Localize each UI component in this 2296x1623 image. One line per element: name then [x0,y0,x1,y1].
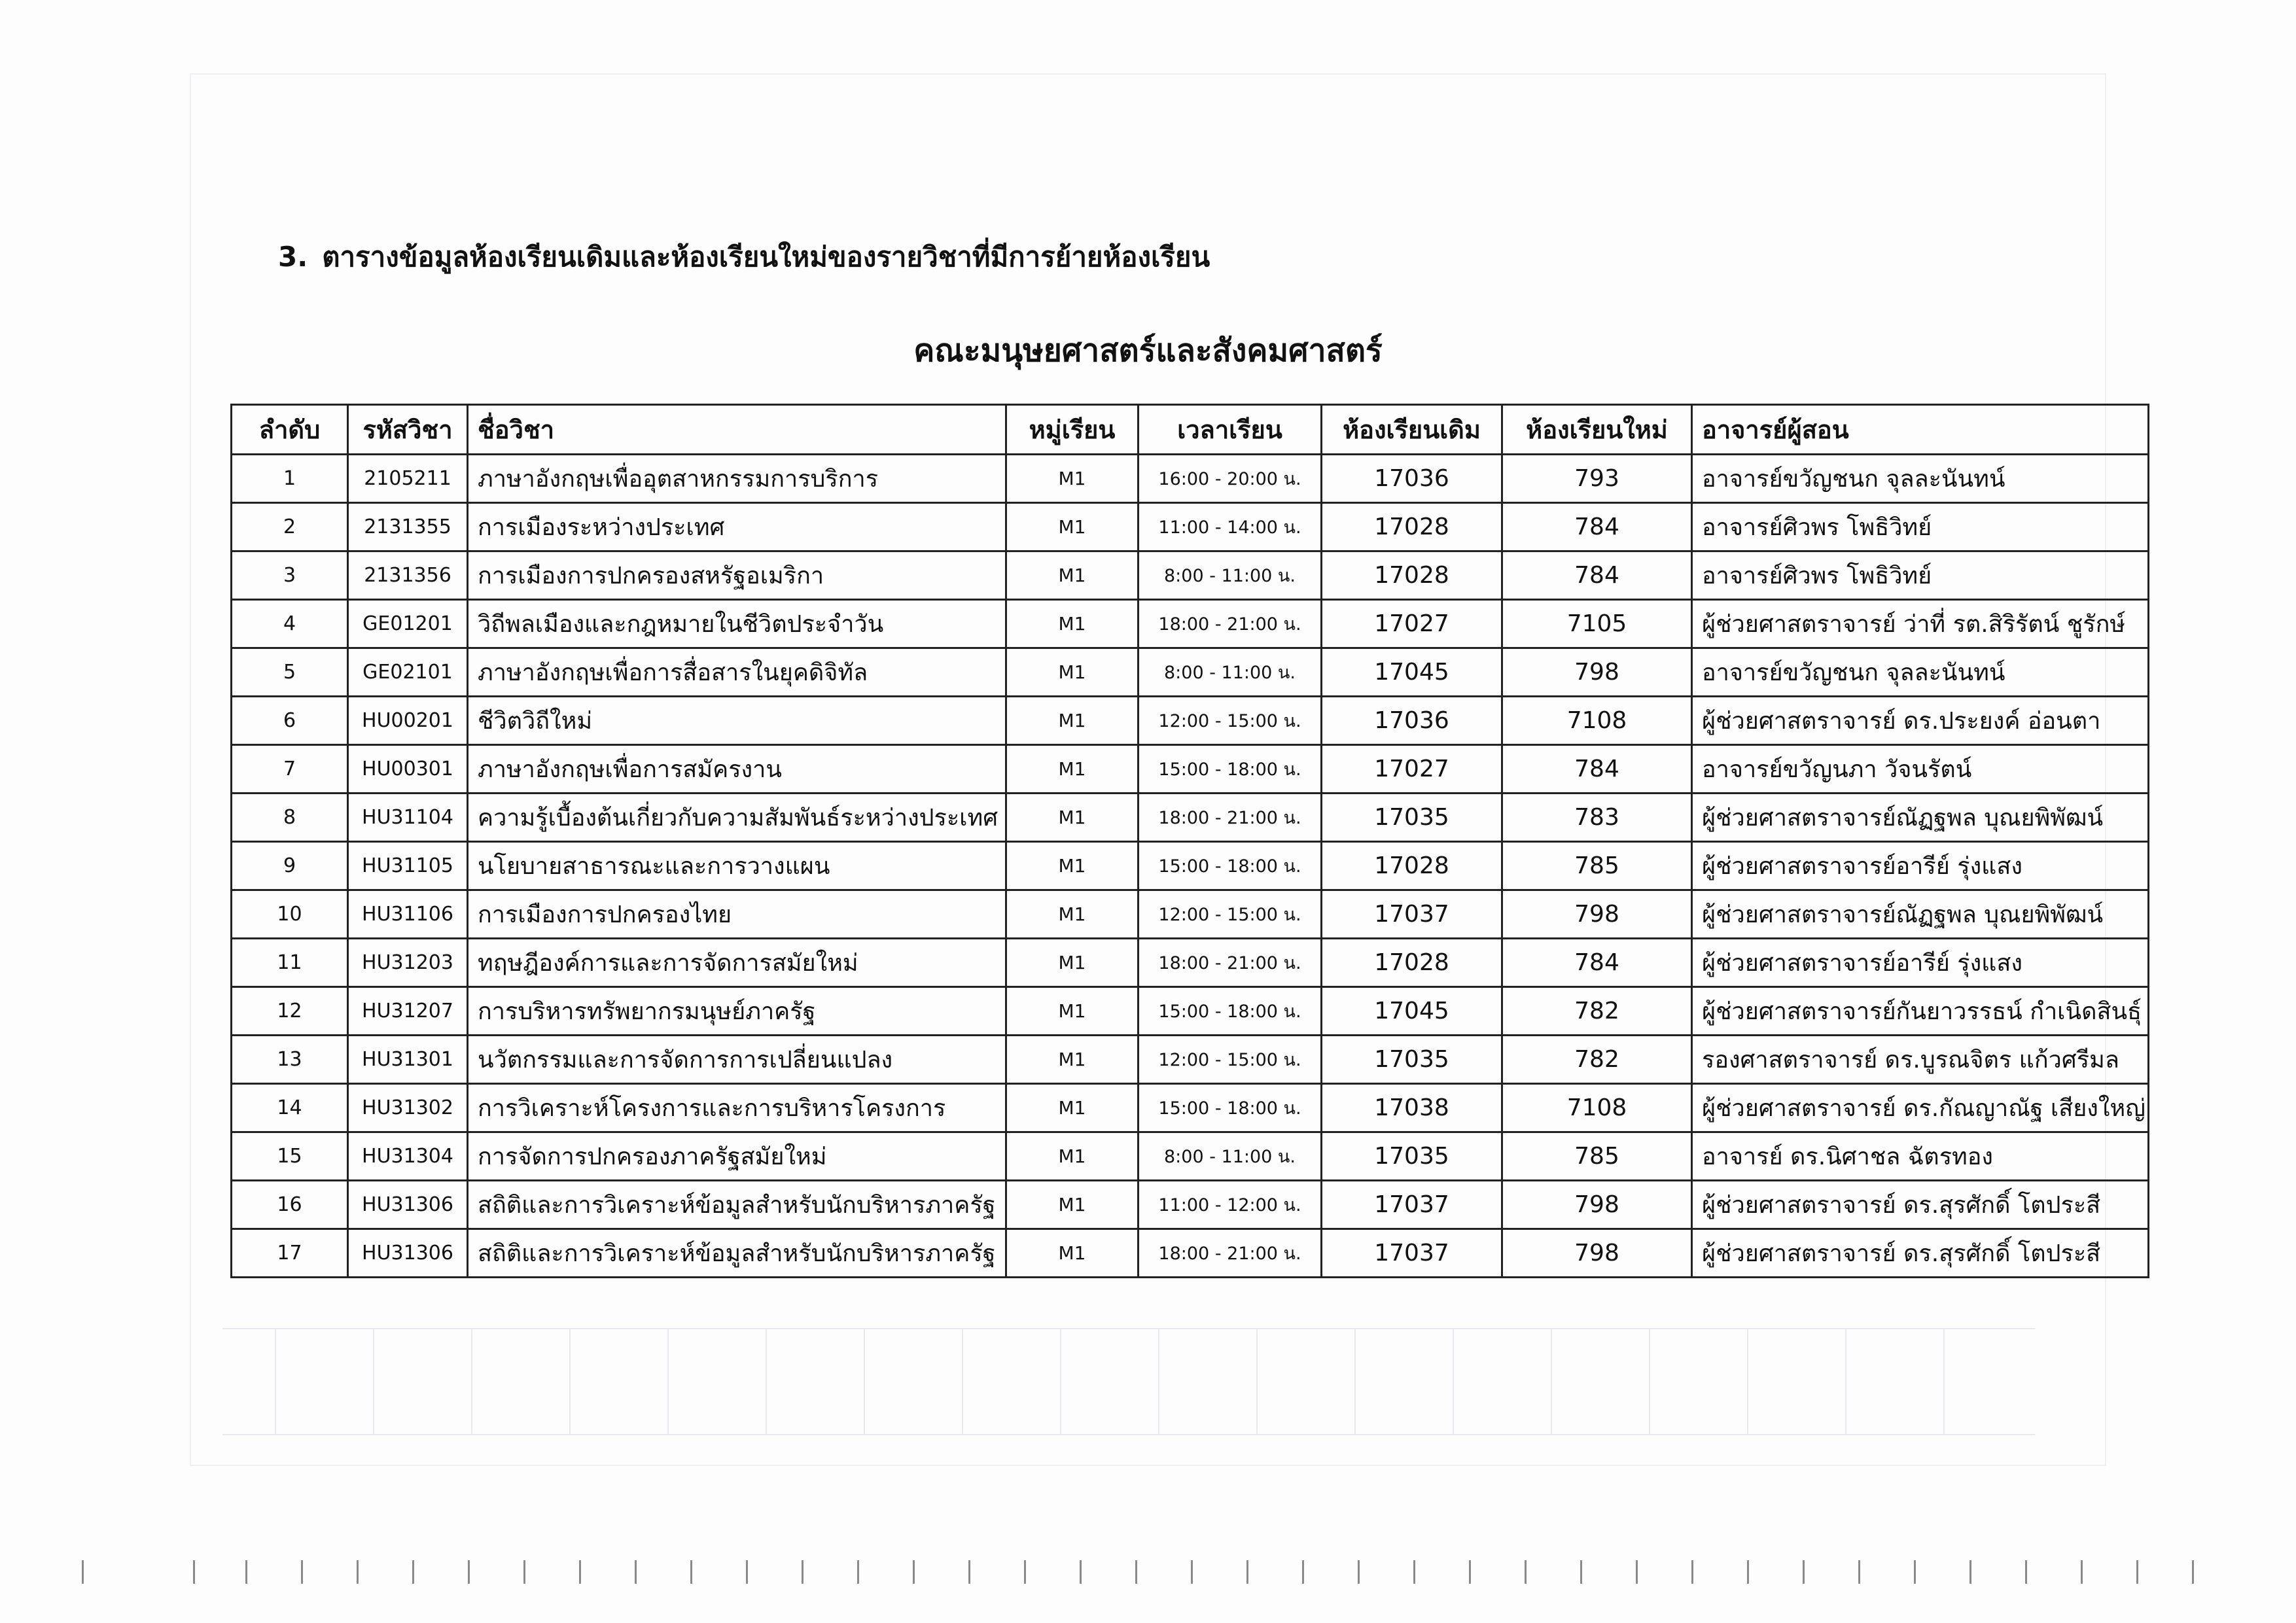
cell-name: วิถีพลเมืองและกฎหมายในชีวิตประจำวัน [468,600,1006,648]
cell-section: M1 [1006,1084,1139,1132]
table-row [232,1132,2149,1181]
table-row [232,503,2149,551]
cell-instructor: ผู้ช่วยศาสตราจารย์ ดร.กัณญาณัฐ เสียงใหญ่ [1692,1084,2149,1132]
cell-old-room: 17035 [1322,1036,1502,1084]
cell-code: HU00201 [348,697,468,745]
cell-code: HU31105 [348,842,468,890]
cell-instructor: อาจารย์ศิวพร โพธิวิทย์ [1692,503,2149,551]
cell-old-room: 17045 [1322,648,1502,697]
header-new-room: ห้องเรียนใหม่ [1502,405,1692,455]
cell-new-room: 798 [1502,1181,1692,1229]
cell-new-room: 798 [1502,1229,1692,1278]
cell-no: 13 [232,1036,348,1084]
table-row [232,794,2149,842]
cell-new-room: 7105 [1502,600,1692,648]
table-row [232,455,2149,503]
cell-code: GE02101 [348,648,468,697]
cell-no: 1 [232,455,348,503]
table-row [232,1181,2149,1229]
cell-no: 7 [232,745,348,794]
cell-old-room: 17028 [1322,503,1502,551]
table-row [232,745,2149,794]
cell-section: M1 [1006,648,1139,697]
cell-no: 6 [232,697,348,745]
cell-time: 8:00 - 11:00 น. [1139,1132,1322,1181]
cell-name: ทฤษฎีองค์การและการจัดการสมัยใหม่ [468,939,1006,987]
cell-name: ความรู้เบื้องต้นเกี่ยวกับความสัมพันธ์ระหว่างประเทศ [468,794,1006,842]
cell-code: HU00301 [348,745,468,794]
room-change-table [230,404,2149,1278]
table-row [232,987,2149,1036]
cell-instructor: อาจารย์ขวัญนภา วัจนรัตน์ [1692,745,2149,794]
cell-name: การเมืองระหว่างประเทศ [468,503,1006,551]
cell-no: 9 [232,842,348,890]
section-heading [278,236,1210,279]
cell-new-room: 798 [1502,648,1692,697]
header-old-room: ห้องเรียนเดิม [1322,405,1502,455]
cell-instructor: ผู้ช่วยศาสตราจารย์ณัฏฐพล บุณยพิพัฒน์ [1692,890,2149,939]
cell-new-room: 7108 [1502,1084,1692,1132]
cell-old-room: 17037 [1322,890,1502,939]
cell-time: 15:00 - 18:00 น. [1139,842,1322,890]
cell-old-room: 17028 [1322,842,1502,890]
cell-no: 5 [232,648,348,697]
cell-instructor: อาจารย์ขวัญชนก จุลละนันทน์ [1692,455,2149,503]
table-row [232,1084,2149,1132]
cell-new-room: 782 [1502,987,1692,1036]
cell-new-room: 798 [1502,890,1692,939]
cell-code: HU31203 [348,939,468,987]
cell-new-room: 7108 [1502,697,1692,745]
cell-no: 12 [232,987,348,1036]
cell-code: HU31304 [348,1132,468,1181]
cell-instructor: ผู้ช่วยศาสตราจารย์อารีย์ รุ่งแสง [1692,842,2149,890]
cell-new-room: 785 [1502,842,1692,890]
header-name: ชื่อวิชา [468,405,1006,455]
cell-code: HU31302 [348,1084,468,1132]
header-code: รหัสวิชา [348,405,468,455]
cell-new-room: 784 [1502,503,1692,551]
faculty-title: คณะมนุษยศาสตร์และสังคมศาสตร์ [913,332,1383,369]
cell-section: M1 [1006,1132,1139,1181]
cell-new-room: 784 [1502,939,1692,987]
cell-time: 18:00 - 21:00 น. [1139,939,1322,987]
table-row [232,842,2149,890]
cell-name: ภาษาอังกฤษเพื่ออุตสาหกรรมการบริการ [468,455,1006,503]
cell-no: 3 [232,551,348,600]
cell-code: HU31306 [348,1181,468,1229]
cell-time: 8:00 - 11:00 น. [1139,648,1322,697]
cell-no: 2 [232,503,348,551]
cell-no: 10 [232,890,348,939]
scan-edge-ticks [0,1560,2296,1586]
cell-section: M1 [1006,697,1139,745]
cell-old-room: 17035 [1322,794,1502,842]
cell-code: HU31106 [348,890,468,939]
cell-instructor: ผู้ช่วยศาสตราจารย์ ว่าที่ รต.สิริรัตน์ ชูรักษ์ [1692,600,2149,648]
cell-no: 4 [232,600,348,648]
cell-time: 11:00 - 12:00 น. [1139,1181,1322,1229]
scan-bleed-grid [222,1328,2035,1435]
cell-no: 17 [232,1229,348,1278]
cell-name: การเมืองการปกครองไทย [468,890,1006,939]
cell-no: 15 [232,1132,348,1181]
cell-name: การวิเคราะห์โครงการและการบริหารโครงการ [468,1084,1006,1132]
table-row [232,697,2149,745]
cell-section: M1 [1006,1181,1139,1229]
cell-time: 18:00 - 21:00 น. [1139,794,1322,842]
cell-code: 2131355 [348,503,468,551]
cell-instructor: ผู้ช่วยศาสตราจารย์ณัฏฐพล บุณยพิพัฒน์ [1692,794,2149,842]
cell-section: M1 [1006,794,1139,842]
cell-section: M1 [1006,987,1139,1036]
cell-old-room: 17028 [1322,551,1502,600]
cell-name: ชีวิตวิถีใหม่ [468,697,1006,745]
cell-instructor: อาจารย์ขวัญชนก จุลละนันทน์ [1692,648,2149,697]
cell-name: นวัตกรรมและการจัดการการเปลี่ยนแปลง [468,1036,1006,1084]
section-title: ตารางข้อมูลห้องเรียนเดิมและห้องเรียนใหม่ของรายวิชาที่มีการย้ายห้องเรียน [322,241,1210,273]
table-row [232,1036,2149,1084]
cell-name: การจัดการปกครองภาครัฐสมัยใหม่ [468,1132,1006,1181]
cell-code: HU31301 [348,1036,468,1084]
cell-section: M1 [1006,745,1139,794]
cell-old-room: 17027 [1322,745,1502,794]
cell-old-room: 17036 [1322,455,1502,503]
cell-instructor: อาจารย์ศิวพร โพธิวิทย์ [1692,551,2149,600]
cell-instructor: ผู้ช่วยศาสตราจารย์อารีย์ รุ่งแสง [1692,939,2149,987]
cell-section: M1 [1006,503,1139,551]
cell-new-room: 783 [1502,794,1692,842]
cell-no: 11 [232,939,348,987]
header-time: เวลาเรียน [1139,405,1322,455]
cell-name: สถิติและการวิเคราะห์ข้อมูลสำหรับนักบริหารภาครัฐ [468,1181,1006,1229]
cell-old-room: 17037 [1322,1181,1502,1229]
cell-section: M1 [1006,600,1139,648]
cell-old-room: 17045 [1322,987,1502,1036]
cell-section: M1 [1006,551,1139,600]
cell-section: M1 [1006,1036,1139,1084]
cell-time: 15:00 - 18:00 น. [1139,987,1322,1036]
cell-old-room: 17028 [1322,939,1502,987]
cell-time: 11:00 - 14:00 น. [1139,503,1322,551]
cell-time: 12:00 - 15:00 น. [1139,890,1322,939]
cell-code: 2131356 [348,551,468,600]
cell-time: 12:00 - 15:00 น. [1139,697,1322,745]
cell-old-room: 17027 [1322,600,1502,648]
cell-code: 2105211 [348,455,468,503]
cell-old-room: 17036 [1322,697,1502,745]
cell-code: GE01201 [348,600,468,648]
cell-new-room: 782 [1502,1036,1692,1084]
cell-name: สถิติและการวิเคราะห์ข้อมูลสำหรับนักบริหารภาครัฐ [468,1229,1006,1278]
cell-instructor: อาจารย์ ดร.นิศาชล ฉัตรทอง [1692,1132,2149,1181]
cell-no: 14 [232,1084,348,1132]
cell-time: 12:00 - 15:00 น. [1139,1036,1322,1084]
cell-time: 15:00 - 18:00 น. [1139,1084,1322,1132]
cell-new-room: 793 [1502,455,1692,503]
cell-code: HU31306 [348,1229,468,1278]
cell-section: M1 [1006,455,1139,503]
cell-new-room: 784 [1502,551,1692,600]
header-no: ลำดับ [232,405,348,455]
cell-new-room: 785 [1502,1132,1692,1181]
header-instructor: อาจารย์ผู้สอน [1692,405,2149,455]
section-number: 3. [278,241,308,273]
cell-old-room: 17037 [1322,1229,1502,1278]
cell-time: 8:00 - 11:00 น. [1139,551,1322,600]
cell-no: 16 [232,1181,348,1229]
cell-section: M1 [1006,890,1139,939]
cell-time: 15:00 - 18:00 น. [1139,745,1322,794]
table-row [232,890,2149,939]
cell-name: นโยบายสาธารณะและการวางแผน [468,842,1006,890]
cell-time: 16:00 - 20:00 น. [1139,455,1322,503]
cell-name: การบริหารทรัพยากรมนุษย์ภาครัฐ [468,987,1006,1036]
cell-instructor: ผู้ช่วยศาสตราจารย์ ดร.สุรศักดิ์ โตประสี [1692,1229,2149,1278]
cell-section: M1 [1006,1229,1139,1278]
table-row [232,1229,2149,1278]
table-row [232,648,2149,697]
cell-code: HU31104 [348,794,468,842]
cell-old-room: 17038 [1322,1084,1502,1132]
cell-time: 18:00 - 21:00 น. [1139,1229,1322,1278]
cell-instructor: ผู้ช่วยศาสตราจารย์กันยาวรรธน์ กำเนิดสินธุ์ [1692,987,2149,1036]
table-row [232,939,2149,987]
cell-old-room: 17035 [1322,1132,1502,1181]
cell-time: 18:00 - 21:00 น. [1139,600,1322,648]
cell-instructor: ผู้ช่วยศาสตราจารย์ ดร.สุรศักดิ์ โตประสี [1692,1181,2149,1229]
cell-name: ภาษาอังกฤษเพื่อการสื่อสารในยุคดิจิทัล [468,648,1006,697]
header-section: หมู่เรียน [1006,405,1139,455]
table-row [232,600,2149,648]
cell-name: ภาษาอังกฤษเพื่อการสมัครงาน [468,745,1006,794]
table-row [232,551,2149,600]
cell-instructor: ผู้ช่วยศาสตราจารย์ ดร.ประยงค์ อ่อนตา [1692,697,2149,745]
cell-section: M1 [1006,842,1139,890]
cell-code: HU31207 [348,987,468,1036]
cell-no: 8 [232,794,348,842]
cell-section: M1 [1006,939,1139,987]
table-header-row [232,405,2149,455]
cell-name: การเมืองการปกครองสหรัฐอเมริกา [468,551,1006,600]
cell-instructor: รองศาสตราจารย์ ดร.บูรณจิตร แก้วศรีมล [1692,1036,2149,1084]
cell-new-room: 784 [1502,745,1692,794]
